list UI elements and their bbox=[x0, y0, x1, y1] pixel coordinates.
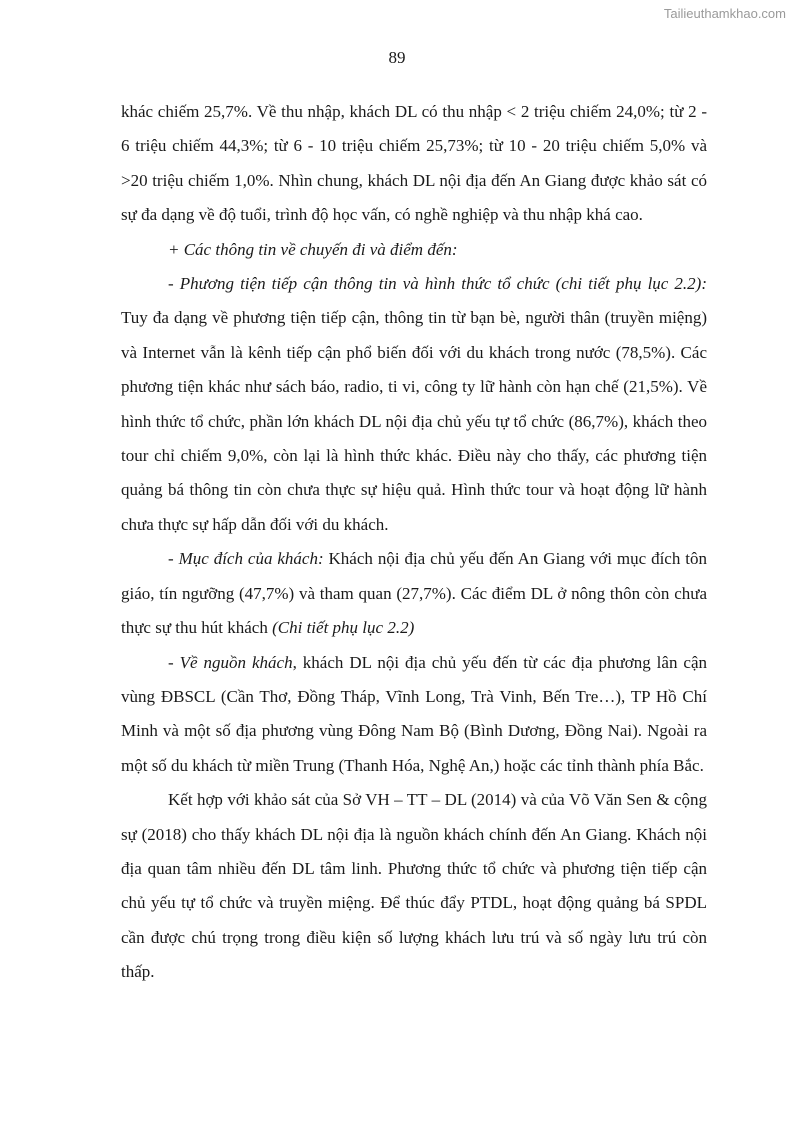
paragraph-conclusion: Kết hợp với khảo sát của Sở VH – TT – DL (2014) và của Võ Văn Sen & cộng sự (2018) cho thấy khách DL nội địa là nguồn khách chính đến An Giang. Khách nội địa quan tâm nhiều đến DL tâm linh. Phương thức tổ chức và phương tiện tiếp cận chủ yếu tự tổ chức và truyền miệng. Để thúc đẩy PTDL, hoạt động quảng bá SPDL cần được chú trọng trong điều kiện số lượng khách lưu trú và số ngày lưu trú còn thấp. bbox=[121, 790, 707, 982]
paragraph-access-channels bbox=[121, 267, 707, 542]
paragraph-purpose bbox=[121, 542, 707, 645]
paragraph-source bbox=[121, 646, 707, 784]
access-channels-text: Tuy đa dạng về phương tiện tiếp cận, thông tin từ bạn bè, người thân (truyền miệng) và Internet vẫn là kênh tiếp cận phổ biến đối với du khách trong nước (78,5%). Các phương tiện khác như sách báo, radio, ti vi, công ty lữ hành còn hạn chế (21,5%). Về hình thức tổ chức, phần lớn khách DL nội địa chủ yếu tự tổ chức (86,7%), khách theo tour chỉ chiếm 9,0%, còn lại là hình thức khác. Điều này cho thấy, các phương tiện quảng bá thông tin còn chưa thực sự hiệu quả. Hình thức tour và hoạt động lữ hành chưa thực sự hấp dẫn đối với du khách. bbox=[121, 308, 707, 534]
watermark: Tailieuthamkhao.com bbox=[663, 6, 786, 21]
source-text: , khách DL nội địa chủ yếu đến từ các địa phương lân cận vùng ĐBSCL (Cần Thơ, Đồng Tháp, Vĩnh Long, Trà Vinh, Bến Tre…), TP Hồ Chí Minh và một số địa phương vùng Đông Nam Bộ (Bình Dương, Đồng Nai). Ngoài ra một số du khách từ miền Trung (Thanh Hóa, Nghệ An,) hoặc các tỉnh thành phía Bắc. bbox=[121, 652, 707, 775]
paragraph-demographics: khác chiếm 25,7%. Về thu nhập, khách DL có thu nhập < 2 triệu chiếm 24,0%; từ 2 - 6 triệu chiếm 44,3%; từ 6 - 10 triệu chiếm 25,73%; từ 10 - 20 triệu chiếm 5,0% và >20 triệu chiếm 1,0%. Nhìn chung, khách DL nội địa đến An Giang được khảo sát có sự đa dạng về độ tuổi, trình độ học vấn, có nghề nghiệp và thu nhập khá cao. bbox=[121, 102, 707, 225]
subheading-source: - Về nguồn khách bbox=[168, 652, 293, 672]
subheading-access-channels: - Phương tiện tiếp cận thông tin và hình thức tổ chức (chi tiết phụ lục 2.2): bbox=[168, 274, 707, 294]
section-heading-trip-info: + Các thông tin về chuyến đi và điểm đến: bbox=[168, 239, 458, 259]
purpose-appendix-ref: (Chi tiết phụ lục 2.2) bbox=[272, 618, 415, 638]
purpose-text: Khách nội địa chủ yếu đến An Giang với mục đích tôn giáo, tín ngưỡng (47,7%) và tham quan (27,7%). Các điểm DL ở nông thôn còn chưa thực sự thu hút khách bbox=[121, 549, 707, 638]
document-body bbox=[121, 95, 707, 990]
subheading-purpose: - Mục đích của khách: bbox=[168, 549, 324, 569]
page-number: 89 bbox=[388, 48, 406, 67]
